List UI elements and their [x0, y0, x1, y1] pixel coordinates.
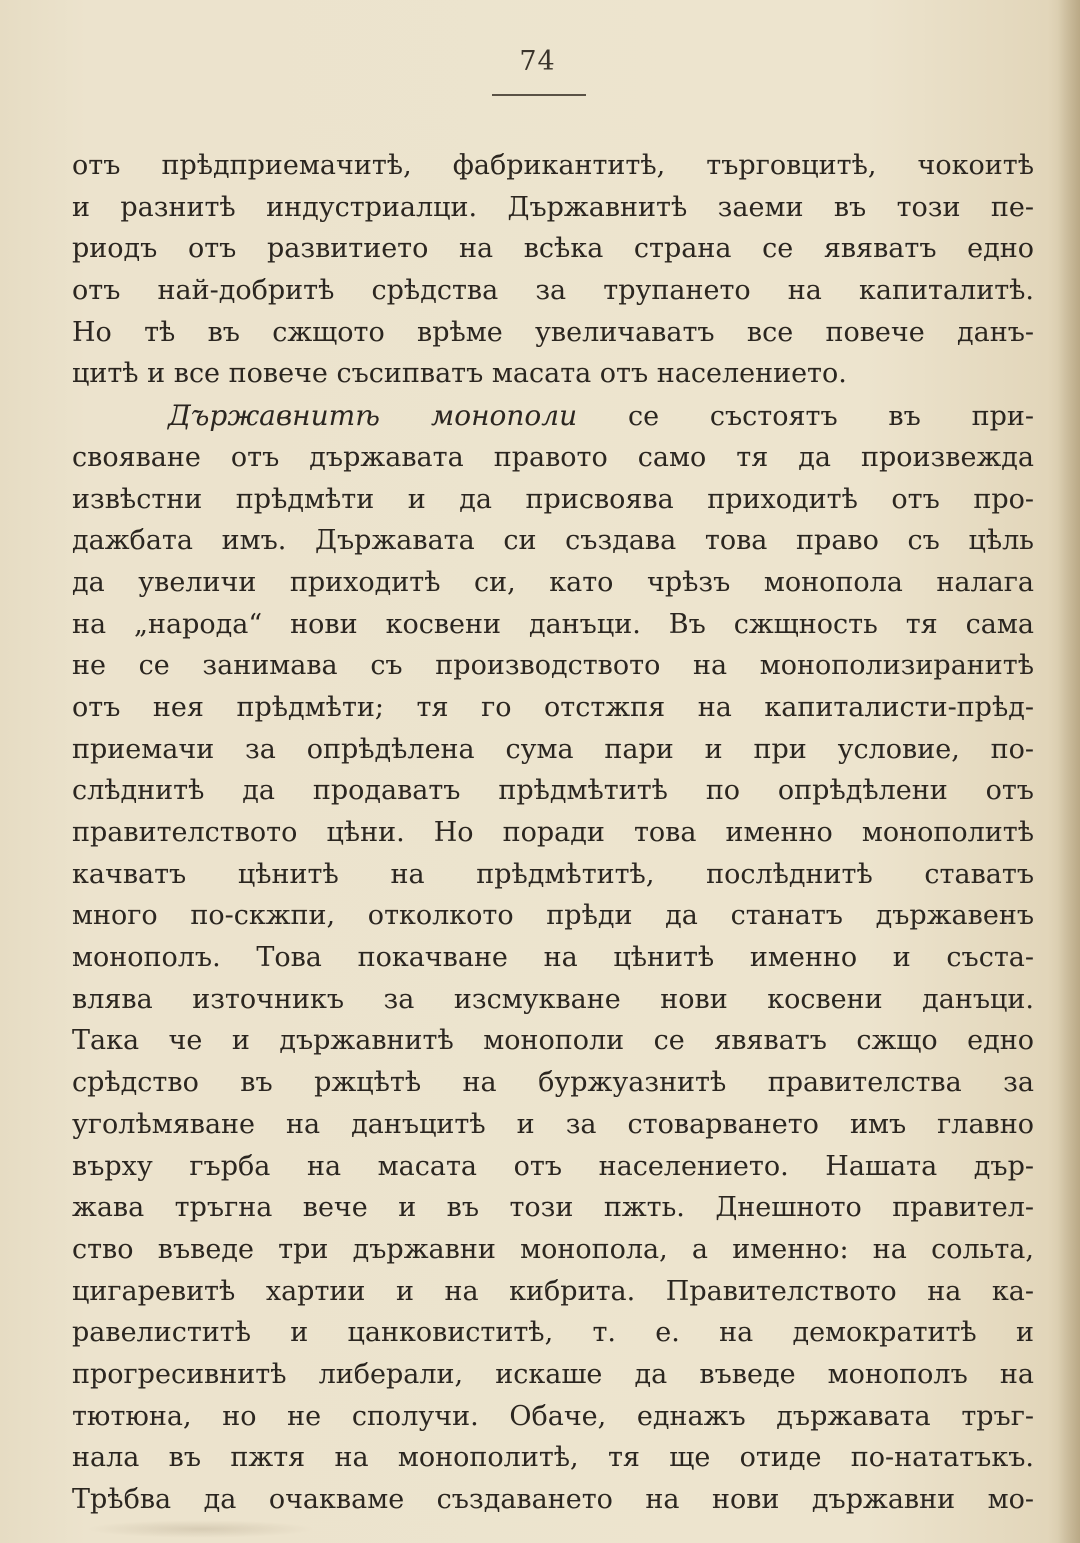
spine-shadow: [1058, 0, 1080, 1543]
text-line: риодъ отъ развитието на всѣка страна се явяватъ едно: [72, 233, 1034, 265]
text-line: отъ нея прѣдмѣти; тя го отстжпя на капиталисти-прѣд-: [72, 691, 1034, 723]
text-line: Така че и държавнитѣ монополи се явяватъ сжщо едно: [72, 1025, 1034, 1057]
paragraph-1: [72, 145, 1034, 395]
text-line: върху гърба на масата отъ населението. Нашата дър-: [72, 1150, 1034, 1182]
text-line: приемачи за опрѣдѣлена сума пари и при условие, по-: [72, 733, 1034, 765]
paragraph-first-line: [72, 395, 1034, 437]
text-line: цигаревитѣ хартии и на кибрита. Правителството на ка-: [72, 1275, 1034, 1307]
text-line: нала въ пжтя на монополитѣ, тя ще отиде по-нататъкъ.: [72, 1442, 1034, 1474]
text-line: слѣднитѣ да продаватъ прѣдмѣтитѣ по опрѣдѣлени отъ: [72, 775, 1034, 807]
text-line: не се занимава съ производството на монополизиранитѣ: [72, 650, 1034, 682]
text-line: влява източникъ за изсмукване нови косвени данъци.: [72, 983, 1034, 1015]
text-line: Но тѣ въ сжщото врѣме увеличаватъ все повече данъ-: [72, 316, 1034, 348]
text-line: правителството цѣни. Но поради това именно монополитѣ: [72, 817, 1034, 848]
text-line: на „народа“ нови косвени данъци. Въ сжщность тя сама: [72, 608, 1034, 640]
text-line: уголѣмяване на данъцитѣ и за стоварването имъ главно: [72, 1108, 1034, 1140]
italic-term: Държавнитѣ монополи: [168, 399, 578, 433]
text-line: тютюна, но не сполучи. Обаче, еднажъ държавата тръг-: [72, 1400, 1034, 1432]
text-line: свояване отъ държавата правото само тя да произвежда: [72, 441, 1034, 473]
text-line: отъ най-добритѣ срѣдства за трупането на капиталитѣ.: [72, 275, 1034, 307]
text-line: цитѣ и все повече съсипватъ масата отъ населението.: [72, 358, 847, 390]
text-line: равелиститѣ и цанковиститѣ, т. е. на демократитѣ и: [72, 1317, 1034, 1349]
text-line: отъ прѣдприемачитѣ, фабрикантитѣ, търговцитѣ, чокоитѣ: [72, 150, 1034, 181]
first-line-rest: се състоятъ въ при-: [627, 401, 1035, 433]
text-line: качватъ цѣнитѣ на прѣдмѣтитѣ, послѣднитѣ ставатъ: [72, 858, 1034, 890]
text-line: прогресивнитѣ либерали, искаше да въведе монополъ на: [72, 1358, 1034, 1390]
body-text: [72, 145, 1034, 1521]
text-line: и разнитѣ индустриалци. Държавнитѣ заеми въ този пе-: [72, 191, 1034, 223]
text-line: да увеличи приходитѣ си, като чрѣзъ монопола налага: [72, 566, 1034, 598]
text-line: жава тръгна вече и въ този пжть. Днешното правител-: [72, 1192, 1034, 1224]
text-line: Трѣбва да очакваме създаването на нови държавни мо-: [72, 1484, 1034, 1515]
text-line: ство въведе три държавни монопола, а именно: на сольта,: [72, 1233, 1034, 1265]
text-line: извѣстни прѣдмѣти и да присвоява приходитѣ отъ про-: [72, 483, 1034, 515]
text-line: монополъ. Това покачване на цѣнитѣ именно и съста-: [72, 942, 1034, 974]
text-line: дажбата имъ. Държавата си създава това право съ цѣль: [72, 525, 1034, 557]
ink-smudge: [86, 1520, 316, 1538]
text-line: срѣдство въ ржцѣтѣ на буржуазнитѣ правителства за: [72, 1067, 1034, 1099]
page-number: 74: [519, 46, 556, 77]
paragraph-2: [72, 395, 1034, 1521]
header-rule: [492, 94, 586, 96]
text-line: много по-скжпи, отколкото прѣди да станатъ държавенъ: [72, 900, 1034, 932]
